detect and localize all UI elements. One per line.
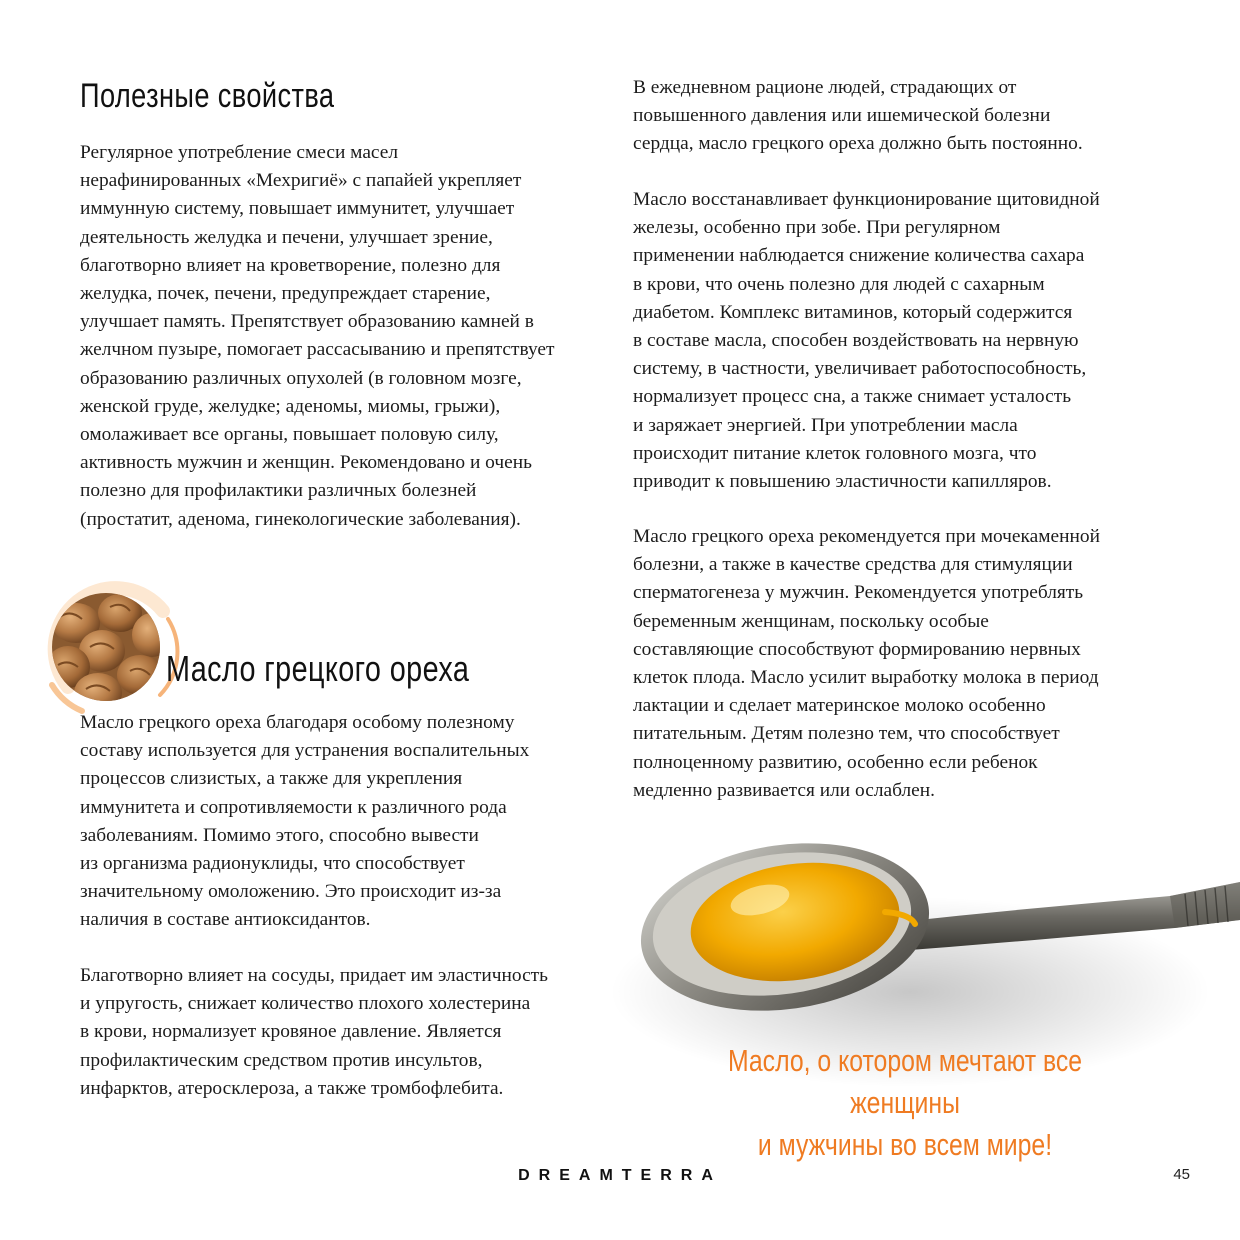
walnut-oil-text-2: Благотворно влияет на сосуды, придает им эластичность и упругость, снижает количество плохого холестерина в крови, нормализует кровяное давление. Является профилактическим средством против инсультов, инфарктов, атеросклероза, а также тромбофлебита. [80, 965, 548, 1099]
page-number: 45 [1173, 1166, 1190, 1183]
section-title-useful-properties: Полезные свойства [80, 77, 335, 115]
useful-properties-text: Регулярное употребление смеси масел нерафинированных «Мехригиё» с папайей укрепляет иммунную систему, повышает иммунитет, улучшает деятельность желудка и печени, улучшает зрение, благотворно влияет на кроветворение, полезно для желудка, почек, печени, предупреждает старение, улучшает память. Препятствует образованию камней в желчном пузыре, помогает рассасыванию и препятствует образованию различных опухолей (в головном мозге, женской груде, желудке; аденомы, миомы, грыжи), омолаживает все органы, повышает половую силу, активность мужчин и женщин. Рекомендовано и очень полезно для профилактики различных болезней (простатит, аденома, гинекологические заболевания). [80, 142, 555, 530]
right-text-2: Масло восстанавливает функционирование щитовидной железы, особенно при зобе. При регулярном применении наблюдается снижение количества сахара в крови, что очень полезно для людей с сахарным диабетом. Комплекс витаминов, который содержится в составе масла, способен воздействовать на нервную систему, в частности, увеличивает работоспособность, нормализует процесс сна, а также снимает усталость и заряжает энергией. При употреблении масла происходит питание клеток головного мозга, что приводит к повышению эластичности капилляров. [633, 189, 1100, 493]
walnut-oil-text-1: Масло грецкого ореха благодаря особому полезному составу используется для устранения воспалительных процессов слизистых, а также для укрепления иммунитета и сопротивляемости к различного рода заболеваниям. Помимо этого, способно вывести из организма радионуклиды, что способствует значительному омоложению. Это происходит из-за наличия в составе антиоксидантов. [80, 712, 530, 931]
dreamterra-logo [518, 1163, 722, 1185]
right-text-1: В ежедневном рационе людей, страдающих от повышенного давления или ишемической болезни сердца, масло грецкого ореха должно быть постоянно. [633, 77, 1083, 155]
right-text-3: Масло грецкого ореха рекомендуется при мочекаменной болезни, а также в качестве средства для стимуляции сперматогенеза у мужчин. Рекомендуется употреблять беременным женщинам, поскольку особые составляющие способствуют формированию нервных клеток плода. Масло усилит выработку молока в период лактации и сделает материнское молоко особенно питательным. Детям полезно тем, что способствует полноценному развитию, особенно если ребенок медленно развивается или ослаблен. [633, 526, 1100, 801]
slogan: Масло, о котором мечтают все женщины и мужчины во всем мире! [727, 1043, 1083, 1162]
section-title-walnut-oil: Масло грецкого ореха [166, 648, 470, 689]
svg-text:DREAMTERRA: DREAMTERRA [518, 1167, 722, 1184]
